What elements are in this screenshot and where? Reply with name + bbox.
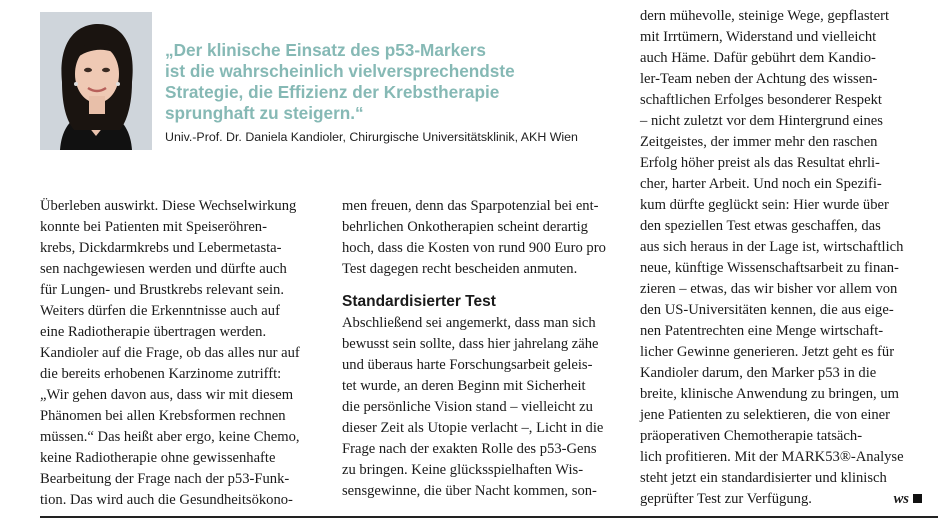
pull-quote-line: „Der klinische Einsatz des p53-Markers <box>165 40 486 60</box>
text-line: Erfolg höher preist als das Resultat ehrli- <box>640 155 880 171</box>
pull-quote-line: Strategie, die Effizienz der Krebstherapie <box>165 82 500 102</box>
text-line: krebs, Dickdarmkrebs und Lebermetasta- <box>40 240 282 256</box>
end-of-article-mark <box>913 494 922 503</box>
text-line: Kandioler darum, den Marker p53 in die <box>640 365 877 381</box>
text-line: neue, künftige Wissenschaftsarbeit zu finan- <box>640 260 899 276</box>
text-line: cher, harter Arbeit. Und noch ein Spezifi- <box>640 176 882 192</box>
text-line: lich profitieren. Mit der MARK53®-Analyse <box>640 449 904 465</box>
text-line: und überaus harte Forschungsarbeit geleis- <box>342 357 593 373</box>
author-portrait-photo <box>40 12 152 150</box>
article-column-1 <box>40 196 325 511</box>
text-line: schaftlichen Erfolges besonderer Respekt <box>640 92 882 108</box>
bottom-divider <box>40 516 938 518</box>
text-line: keine Radiotherapie ohne gewissenhafte <box>40 450 276 466</box>
pull-quote-text <box>165 40 615 124</box>
text-line: müssen.“ Das heißt aber ergo, keine Chemo, <box>40 429 300 445</box>
text-line: Abschließend sei angemerkt, dass man sich <box>342 315 596 331</box>
text-line: Phänomen bei allen Krebsformen rechnen <box>40 408 286 424</box>
text-line: „Wir gehen davon aus, dass wir mit diesem <box>40 387 294 403</box>
text-line: die persönliche Vision stand – vielleicht zu <box>342 399 593 415</box>
text-line: bewusst sein sollte, dass hier jahrelang zähe <box>342 336 599 352</box>
text-line: mit Irrtümern, Widerstand und vielleicht <box>640 29 877 45</box>
text-line: Test dagegen recht bescheiden anmuten. <box>342 261 578 277</box>
text-line: breite, klinische Anwendung zu bringen, um <box>640 386 899 402</box>
text-line: Frage nach der exakten Rolle des p53-Gens <box>342 441 597 457</box>
text-line: dern mühevolle, steinige Wege, gepflastert <box>640 8 889 24</box>
text-line: licher Gewinne generieren. Jetzt geht es für <box>640 344 895 360</box>
text-line: auch Häme. Dafür gebührt dem Kandio- <box>640 50 876 66</box>
text-line: geprüfter Test zur Verfügung. <box>640 491 812 507</box>
text-line: tet wurde, an deren Beginn mit Sicherheit <box>342 378 586 394</box>
final-line <box>640 489 922 510</box>
text-line: aus sich heraus in der Lage ist, wirtschaftlich <box>640 239 904 255</box>
text-line: präoperativen Chemotherapie tatsäch- <box>640 428 863 444</box>
text-line: hoch, dass die Kosten von rund 900 Euro pro <box>342 240 606 256</box>
text-line: sensgewinne, die über Nacht kommen, son- <box>342 483 597 499</box>
text-line: kum dürfte geglückt sein: Hier wurde über <box>640 197 889 213</box>
text-line: zieren – etwas, das wir bisher vor allem von <box>640 281 898 297</box>
text-line: Zeitgeistes, der immer mehr den raschen <box>640 134 878 150</box>
text-line: behrlichen Onkotherapien scheint derartig <box>342 219 588 235</box>
article-column-3 <box>640 6 922 510</box>
text-line: Bearbeitung der Frage nach der p53-Funk- <box>40 471 290 487</box>
text-line: men freuen, denn das Sparpotenzial bei ent- <box>342 198 599 214</box>
section-heading: Standardisierter Test <box>342 293 496 310</box>
text-line: für Lungen- und Brustkrebs relevant sein. <box>40 282 284 298</box>
text-line: sen nachgewiesen werden und dürfte auch <box>40 261 287 277</box>
pull-quote-line: ist die wahrscheinlich vielversprechendste <box>165 61 515 81</box>
text-line: jene Patienten zu selektieren, die von einer <box>640 407 891 423</box>
text-line: zu bringen. Keine glücksspielhaften Wis- <box>342 462 584 478</box>
text-line: dieser Zeit als Utopie verlacht –, Licht in die <box>342 420 604 436</box>
author-signature: ws <box>894 489 922 510</box>
text-line: die bereits erhobenen Karzinome zutrifft: <box>40 366 282 382</box>
pull-quote-line: sprunghaft zu steigern.“ <box>165 103 364 123</box>
text-line: Kandioler auf die Frage, ob das alles nur auf <box>40 345 300 361</box>
text-line: Überleben auswirkt. Diese Wechselwirkung <box>40 198 297 214</box>
text-line: – nicht zuletzt vor dem Hintergrund eines <box>640 113 883 129</box>
text-line: tion. Das wird auch die Gesundheitsökono- <box>40 492 293 508</box>
article-column-2 <box>342 196 625 502</box>
quote-attribution: Univ.-Prof. Dr. Daniela Kandioler, Chirurgische Universitätsklinik, AKH Wien <box>165 130 578 144</box>
text-line: den US-Universitäten kennen, die aus eige- <box>640 302 894 318</box>
text-line: nen Patentrechten eine Menge wirtschaft- <box>640 323 884 339</box>
text-line: eine Radiotherapie übertragen werden. <box>40 324 267 340</box>
pull-quote <box>165 40 615 124</box>
text-line: Weiters dürfen die Erkenntnisse auch auf <box>40 303 280 319</box>
text-line: steht jetzt ein standardisierter und klinisch <box>640 470 887 486</box>
text-line: konnte bei Patienten mit Speiseröhren- <box>40 219 267 235</box>
text-line: ler-Team neben der Achtung des wissen- <box>640 71 878 87</box>
text-line: den speziellen Test etwas geschaffen, das <box>640 218 881 234</box>
portrait-illustration <box>40 12 152 150</box>
